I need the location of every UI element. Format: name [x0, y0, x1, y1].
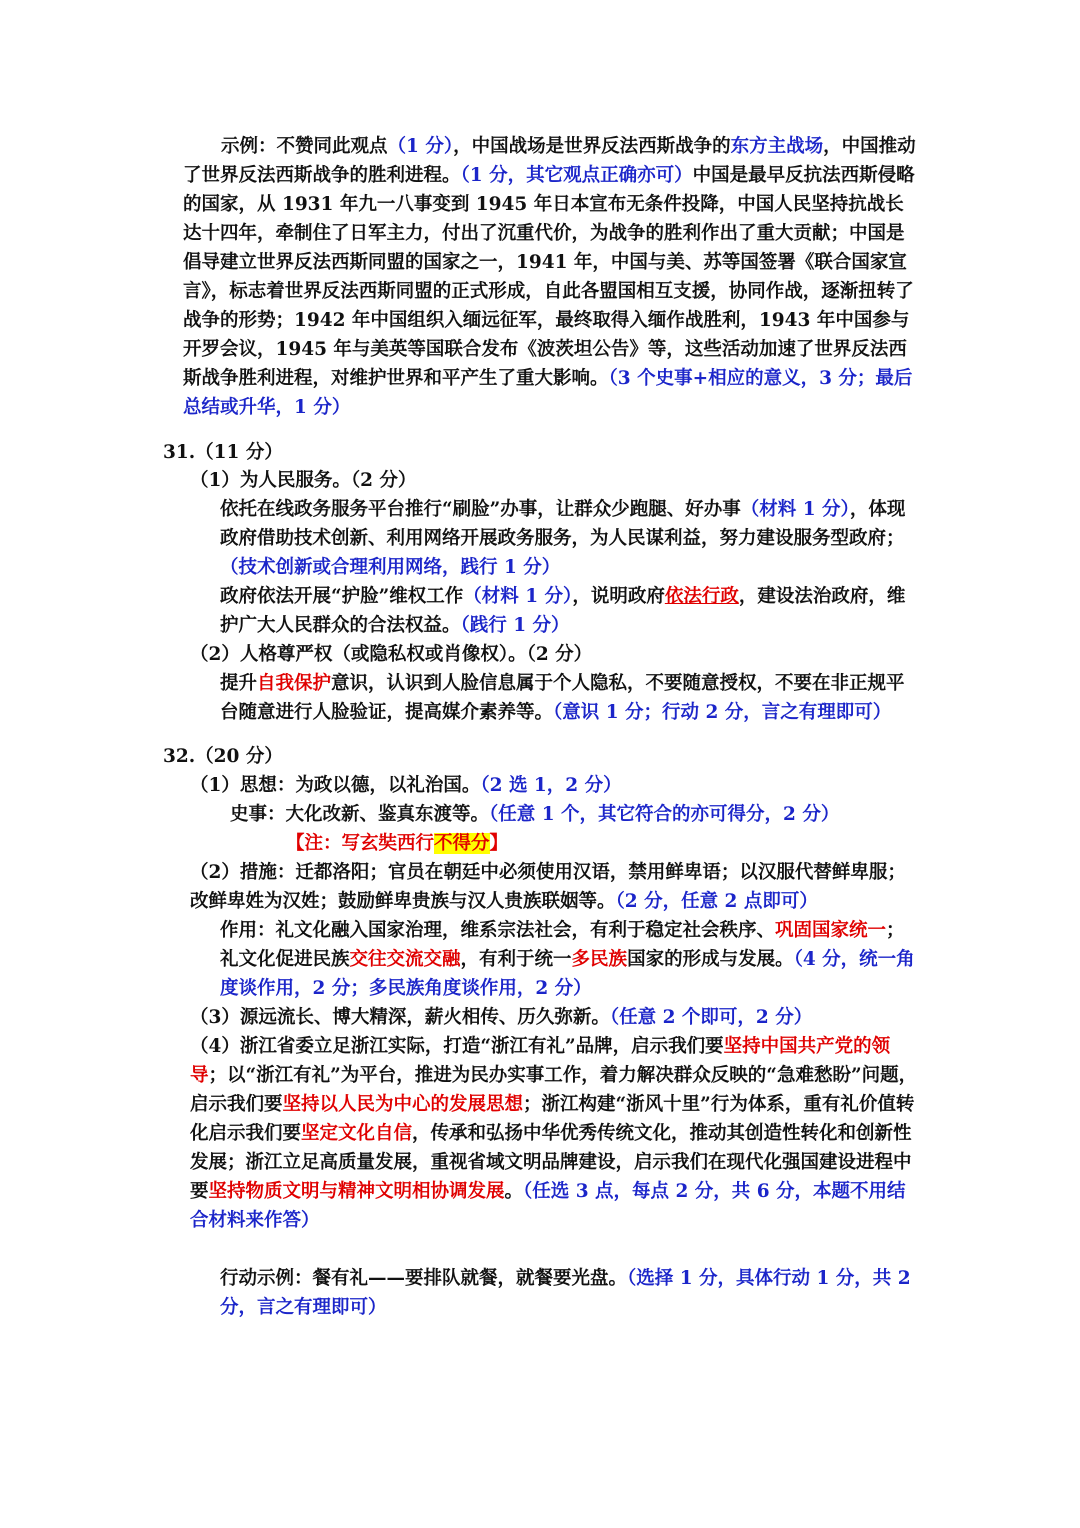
- question-31-header: 31.（11 分）: [163, 442, 283, 463]
- q32-answer-4: （4）浙江省委立足浙江实际，打造“浙江有礼”品牌，启示我们要坚持中国共产党的领导；以“浙江有礼”为平台，推进为民办实事工作，着力解决群众反映的“急难愁盼”问题，启示我们要坚持以人民为中心的发展思想；浙江构建“浙风十里”行为体系，重有礼价值转化启示我们要坚定文化自信，传承和弘扬中华优秀传统文化，推动其创造性转化和创新性发展；浙江立足高质量发展，重视省域文明品牌建设，启示我们在现代化强国建设进程中要坚持物质文明与精神文明相协调发展。（任选 3 点，每点 2 分，共 6 分，本题不用结合材料来作答）: [190, 1036, 918, 1231]
- score-note: （3 个史事+相应的意义，3 分；最后总结或升华，1 分）: [183, 368, 913, 418]
- keyword-red: 交往交流交融: [349, 949, 461, 970]
- keyword-red: 巩固国家统一: [775, 920, 887, 941]
- score-note: （2 选 1，2 分）: [480, 775, 622, 796]
- question-32-header: 32.（20 分）: [163, 746, 283, 767]
- score-note: （4 分，统一角度谈作用，2 分；多民族角度谈作用，2 分）: [220, 949, 915, 999]
- score-note: （1 分，其它观点正确亦可）: [460, 165, 693, 186]
- highlighted-text: 不得分: [434, 833, 490, 854]
- score-note: （任选 3 点，每点 2 分，共 6 分，本题不用结合材料来作答）: [190, 1181, 906, 1231]
- q32-answer-1: （1）思想：为政以德，以礼治国。（2 选 1，2 分）: [190, 775, 622, 796]
- q31-answer-2: （2）人格尊严权（或隐私权或肖像权）。（2 分）: [190, 644, 593, 665]
- score-note: （选择 1 分，具体行动 1 分，共 2 分，言之有理即可）: [220, 1268, 911, 1318]
- score-note: （1 分）: [387, 136, 454, 157]
- keyword-red: 自我保护: [257, 673, 332, 694]
- q32-answer-2: （2）措施：迁都洛阳；官员在朝廷中必须使用汉语，禁用鲜卑语；以汉服代替鲜卑服；改鲜卑姓为汉姓；鼓励鲜卑贵族与汉人贵族联姻等。（2 分，任意 2 点即可）: [190, 862, 906, 912]
- q32-answer-3: （3）源远流长、博大精深，薪火相传、历久弥新。（任意 2 个即可，2 分）: [190, 1007, 813, 1028]
- keyword-red: 坚持以人民为中心的发展思想: [282, 1094, 524, 1115]
- q32-answer-1-events: 史事：大化改新、鉴真东渡等。（任意 1 个，其它符合的亦可得分，2 分）: [230, 804, 840, 825]
- answer-30-example: 示例：不赞同此观点（1 分），中国战场是世界反法西斯战争的东方主战场，中国推动了世界反法西斯战争的胜利进程。（1 分，其它观点正确亦可）中国是最早反抗法西斯侵略的国家，从 1931 年九一八事变到 1945 年日本宣布无条件投降，中国人民坚持抗战长达十四年，牵制住了日军主力，付出了沉重代价，为战争的胜利作出了重大贡献；中国是倡导建立世界反法西斯同盟的国家之一，1941 年，中国与美、苏等国签署《联合国家宣言》，标志着世界反法西斯同盟的正式形成，自此各盟国相互支援，协同作战，逐渐扭转了战争的形势；1942 年中国组织入缅远征军，最终取得入缅作战胜利，1943 年中国参与开罗会议，1945 年与美英等国联合发布《波茨坦公告》等，这些活动加速了世界反法西斯战争胜利进程，对维护世界和平产生了重大影响。（3 个史事+相应的意义，3 分；最后总结或升华，1 分）: [183, 136, 916, 418]
- q32-action-example: 行动示例：餐有礼——要排队就餐，就餐要光盘。（选择 1 分，具体行动 1 分，共 2 分，言之有理即可）: [220, 1268, 911, 1318]
- q32-answer-2-effect: 作用：礼文化融入国家治理，维系宗法社会，有利于稳定社会秩序、巩固国家统一；礼文化促进民族交往交流交融，有利于统一多民族国家的形成与发展。（4 分，统一角度谈作用，2 分；多民族角度谈作用，2 分）: [220, 920, 915, 999]
- score-note: （任意 1 个，其它符合的亦可得分，2 分）: [489, 804, 840, 825]
- q31-answer-1-para-2: 政府依法开展“护脸”维权工作（材料 1 分），说明政府依法行政，建设法治政府，维护广大人民群众的合法权益。（践行 1 分）: [220, 586, 906, 636]
- keyword-red: 依法行政: [664, 586, 739, 607]
- keyword-red: 坚持中国共产党的领导: [190, 1036, 891, 1086]
- score-note: （践行 1 分）: [460, 615, 570, 636]
- keyword-blue: 东方主战场: [730, 136, 824, 157]
- keyword-red: 坚定文化自信: [301, 1123, 413, 1144]
- score-note: （任意 2 个即可，2 分）: [609, 1007, 813, 1028]
- score-note: （2 分，任意 2 点即可）: [615, 891, 818, 912]
- score-note: （材料 1 分）: [463, 586, 573, 607]
- score-note: （技术创新或合理利用网络，践行 1 分）: [220, 557, 561, 578]
- q31-answer-2-para: 提升自我保护意识，认识到人脸信息属于个人隐私，不要随意授权，不要在非正规平台随意进行人脸验证，提高媒介素养等。（意识 1 分；行动 2 分，言之有理即可）: [220, 673, 905, 723]
- q31-answer-1: （1）为人民服务。（2 分）: [190, 470, 417, 491]
- q31-answer-1-para-1: 依托在线政务服务平台推行“刷脸”办事，让群众少跑腿、好办事（材料 1 分），体现政府借助技术创新、利用网络开展政务服务，为人民谋利益，努力建设服务型政府；（技术创新或合理利用网络，践行 1 分）: [220, 499, 906, 578]
- keyword-red: 多民族: [571, 949, 628, 970]
- q32-note: 【注：写玄奘西行不得分】: [286, 833, 509, 854]
- score-note: （意识 1 分；行动 2 分，言之有理即可）: [553, 702, 892, 723]
- score-note: （材料 1 分）: [740, 499, 850, 520]
- keyword-red: 坚持物质文明与精神文明相协调发展: [208, 1181, 505, 1202]
